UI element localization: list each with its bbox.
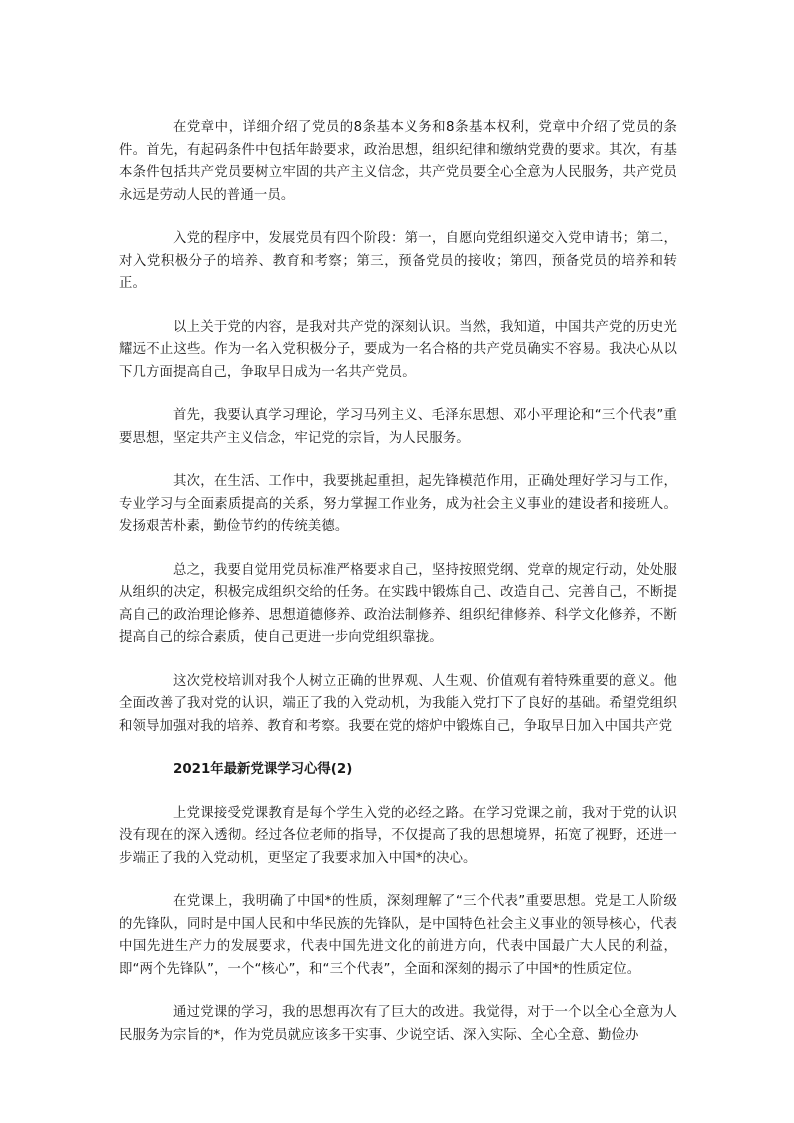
paragraph-party-constitution: 在党章中，详细介绍了党员的8条基本义务和8条基本权利，党章中介绍了党员的条件。首先，有起码条件中包括年龄要求，政治思想，组织纪律和缴纳党费的要求。其次，有基本条件包括共产党员要树立牢固的共产主义信念，共产党员要全心全意为人民服务，共产党员永远是劳动人民的普通一员。 <box>119 120 677 203</box>
paragraph-party-lesson-intro: 上党课接受党课教育是每个学生入党的必经之路。在学习党课之前，我对于党的认识没有现在的深入透彻。经过各位老师的指导，不仅提高了我的思想境界，拓宽了视野，还进一步端正了我的入党动机，更坚定了我要求加入中国*的决心。 <box>119 805 677 866</box>
document-body <box>119 117 677 1068</box>
paragraph-training-significance: 这次党校培训对我个人树立正确的世界观、人生观、价值观有着特殊重要的意义。他全面改善了我对党的认识，端正了我的入党动机，为我能入党打下了良好的基础。希望党组织和领导加强对我的培养、教育和考察。我要在党的熔炉中锻炼自己，争取早日加入中国共产党 <box>119 673 677 734</box>
paragraph-membership-procedure: 入党的程序中，发展党员有四个阶段：第一，自愿向党组织递交入党申请书；第二，对入党积极分子的培养、教育和考察；第三，预备党员的接收；第四，预备党员的培养和转正。 <box>119 231 677 291</box>
paragraph-first-study-theory: 首先，我要认真学习理论，学习马列主义、毛泽东思想、邓小平理论和“三个代表”重要思想，坚定共产主义信念，牢记党的宗旨，为人民服务。 <box>119 408 677 446</box>
paragraph-understanding: 以上关于党的内容，是我对共产党的深刻认识。当然，我知道，中国共产党的历史光耀远不止这些。作为一名入党积极分子，要成为一名合格的共产党员确实不容易。我决心从以下几方面提高自己，争取早日成为一名共产党员。 <box>119 319 677 380</box>
paragraph-in-summary: 总之，我要自觉用党员标准严格要求自己，坚持按照党纲、党章的规定行动，处处服从组织的决定，积极完成组织交给的任务。在实践中锻炼自己、改造自己、完善自己，不断提高自己的政治理论修养、思想道德修养、政治法制修养、组织纪律修养、科学文化修养，不断提高自己的综合素质，使自己更进一步向党组织靠拢。 <box>119 562 677 645</box>
paragraph-party-nature: 在党课上，我明确了中国*的性质，深刻理解了“三个代表”重要思想。党是工人阶级的先锋队，同时是中国人民和中华民族的先锋队，是中国特色社会主义事业的领导核心，代表中国先进生产力的发展要求，代表中国先进文化的前进方向，代表中国最广大人民的利益，即“两个先锋队”，一个“核心”，和“三个代表”，全面和深刻的揭示了中国*的性质定位。 <box>119 894 677 977</box>
section-title: 2021年最新党课学习心得(2) <box>173 762 353 777</box>
paragraph-second-work: 其次，在生活、工作中，我要挑起重担，起先锋模范作用，正确处理好学习与工作，专业学习与全面素质提高的关系，努力掌握工作业务，成为社会主义事业的建设者和接班人。发扬艰苦朴素，勤俭节约的传统美德。 <box>119 474 677 534</box>
paragraph-thought-improvement: 通过党课的学习，我的思想再次有了巨大的改进。我觉得，对于一个以全心全意为人民服务为宗旨的*，作为党员就应该多干实事、少说空话、深入实际、全心全意、勤俭办 <box>119 1005 677 1043</box>
